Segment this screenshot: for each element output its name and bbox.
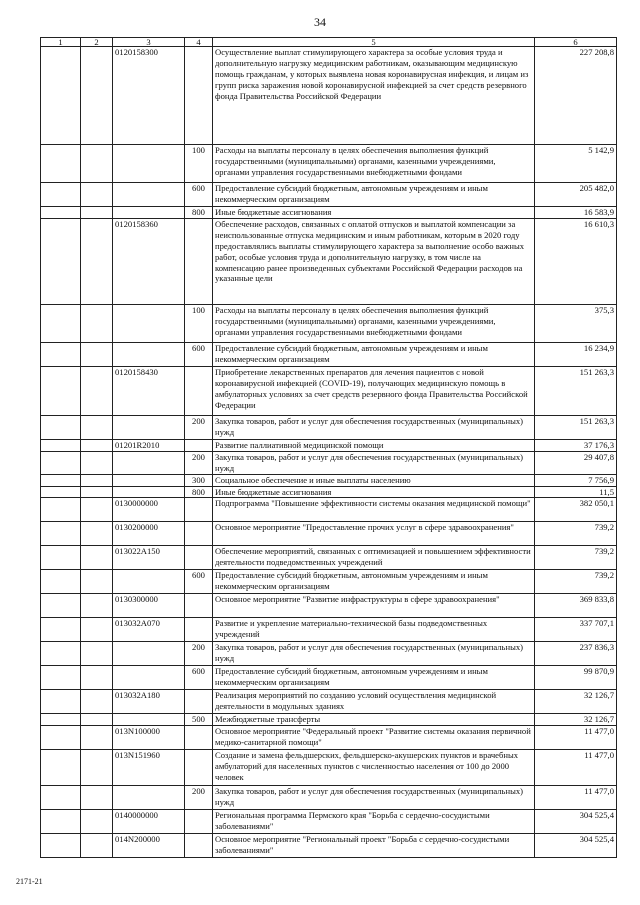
expense-type-cell: 100 [185, 304, 213, 342]
item-name-cell: Предоставление субсидий бюджетным, автономным учреждениям и иным некоммерческим организациям [213, 342, 535, 366]
amount-cell: 369 833,8 [535, 594, 617, 618]
table-row [41, 145, 617, 183]
budget-table [40, 37, 617, 858]
expense-type-cell [185, 47, 213, 145]
table-row [41, 304, 617, 342]
empty-cell [41, 304, 81, 342]
table-row [41, 366, 617, 415]
table-row [41, 451, 617, 474]
expense-type-cell [185, 810, 213, 834]
empty-cell [41, 207, 81, 219]
item-name-cell: Закупка товаров, работ и услуг для обеспечения государственных (муниципальных) нужд [213, 451, 535, 474]
empty-cell [81, 642, 113, 666]
item-name-cell: Предоставление субсидий бюджетным, автономным учреждениям и иным некоммерческим организациям [213, 666, 535, 690]
amount-cell: 5 142,9 [535, 145, 617, 183]
empty-cell [41, 666, 81, 690]
expense-type-cell: 200 [185, 786, 213, 810]
expense-type-cell: 800 [185, 207, 213, 219]
header-cell: 3 [113, 38, 185, 47]
empty-cell [41, 618, 81, 642]
table-row [41, 594, 617, 618]
expense-type-cell: 300 [185, 474, 213, 486]
code-cell: 0130000000 [113, 498, 185, 522]
empty-cell [81, 594, 113, 618]
expense-type-cell [185, 439, 213, 451]
amount-cell: 16 583,9 [535, 207, 617, 219]
empty-cell [41, 810, 81, 834]
amount-cell: 205 482,0 [535, 183, 617, 207]
item-name-cell: Закупка товаров, работ и услуг для обеспечения государственных (муниципальных) нужд [213, 642, 535, 666]
empty-cell [41, 366, 81, 415]
amount-cell: 7 756,9 [535, 474, 617, 486]
code-cell [113, 451, 185, 474]
code-cell [113, 642, 185, 666]
item-name-cell: Создание и замена фельдшерских, фельдшерско-акушерских пунктов и врачебных амбулаторий для населенных пунктов с численностью населения от 100 до 2000 человек [213, 750, 535, 786]
item-name-cell: Иные бюджетные ассигнования [213, 486, 535, 498]
item-name-cell: Развитие паллиативной медицинской помощи [213, 439, 535, 451]
table-body [41, 47, 617, 858]
empty-cell [81, 786, 113, 810]
expense-type-cell [185, 366, 213, 415]
amount-cell: 304 525,4 [535, 810, 617, 834]
expense-type-cell [185, 618, 213, 642]
code-cell [113, 183, 185, 207]
amount-cell: 227 208,8 [535, 47, 617, 145]
empty-cell [81, 486, 113, 498]
table-row [41, 750, 617, 786]
amount-cell: 237 836,3 [535, 642, 617, 666]
code-cell: 0130200000 [113, 522, 185, 546]
expense-type-cell [185, 594, 213, 618]
empty-cell [81, 474, 113, 486]
amount-cell: 29 407,8 [535, 451, 617, 474]
empty-cell [41, 451, 81, 474]
empty-cell [41, 47, 81, 145]
table-row [41, 522, 617, 546]
empty-cell [81, 439, 113, 451]
amount-cell: 32 126,7 [535, 690, 617, 714]
code-cell: 0120158360 [113, 218, 185, 304]
empty-cell [81, 47, 113, 145]
empty-cell [81, 498, 113, 522]
code-cell: 0120158430 [113, 366, 185, 415]
expense-type-cell: 800 [185, 486, 213, 498]
expense-type-cell: 200 [185, 642, 213, 666]
code-cell: 013N151960 [113, 750, 185, 786]
table-row [41, 834, 617, 858]
table-row [41, 546, 617, 570]
empty-cell [81, 690, 113, 714]
header-cell: 1 [41, 38, 81, 47]
table-row [41, 207, 617, 219]
code-cell [113, 666, 185, 690]
table-row [41, 726, 617, 750]
expense-type-cell: 600 [185, 342, 213, 366]
empty-cell [81, 714, 113, 726]
table-row [41, 342, 617, 366]
item-name-cell: Предоставление субсидий бюджетным, автономным учреждениям и иным некоммерческим организациям [213, 183, 535, 207]
amount-cell: 16 610,3 [535, 218, 617, 304]
page-number: 34 [314, 15, 326, 29]
amount-cell: 739,2 [535, 522, 617, 546]
table-row [41, 415, 617, 439]
code-cell [113, 145, 185, 183]
amount-cell: 11 477,0 [535, 726, 617, 750]
empty-cell [41, 522, 81, 546]
item-name-cell: Приобретение лекарственных препаратов для лечения пациентов с новой коронавирусной инфекцией (COVID-19), получающих медицинскую помощь в амбулаторных условиях за счет средств резервного фонда Правительства Российской Федерации [213, 366, 535, 415]
empty-cell [81, 810, 113, 834]
amount-cell: 375,3 [535, 304, 617, 342]
item-name-cell: Развитие и укрепление материально-технической базы подведомственных учреждений [213, 618, 535, 642]
empty-cell [81, 618, 113, 642]
item-name-cell: Обеспечение мероприятий, связанных с оптимизацией и повышением эффективности деятельности подведомственных учреждений [213, 546, 535, 570]
code-cell [113, 786, 185, 810]
code-cell: 014N200000 [113, 834, 185, 858]
expense-type-cell [185, 522, 213, 546]
item-name-cell: Основное мероприятие "Региональный проект "Борьба с сердечно-сосудистыми заболеваниями" [213, 834, 535, 858]
item-name-cell: Основное мероприятие "Предоставление прочих услуг в сфере здравоохранения" [213, 522, 535, 546]
empty-cell [41, 439, 81, 451]
item-name-cell: Основное мероприятие "Федеральный проект "Развитие системы оказания первичной медико-санитарной помощи" [213, 726, 535, 750]
empty-cell [81, 726, 113, 750]
expense-type-cell: 600 [185, 570, 213, 594]
table-header-row [41, 38, 617, 47]
header-cell: 5 [213, 38, 535, 47]
empty-cell [81, 415, 113, 439]
empty-cell [41, 594, 81, 618]
code-cell: 01201R2010 [113, 439, 185, 451]
amount-cell: 99 870,9 [535, 666, 617, 690]
expense-type-cell [185, 726, 213, 750]
amount-cell: 739,2 [535, 570, 617, 594]
empty-cell [41, 714, 81, 726]
expense-type-cell: 100 [185, 145, 213, 183]
code-cell [113, 342, 185, 366]
amount-cell: 11 477,0 [535, 786, 617, 810]
code-cell [113, 304, 185, 342]
code-cell [113, 207, 185, 219]
item-name-cell: Расходы на выплаты персоналу в целях обеспечения выполнения функций государственными (муниципальными) органами, казенными учреждениями, органами управления государственными внебюджетными фондами [213, 145, 535, 183]
expense-type-cell: 600 [185, 183, 213, 207]
empty-cell [81, 218, 113, 304]
empty-cell [41, 218, 81, 304]
amount-cell: 16 234,9 [535, 342, 617, 366]
empty-cell [81, 834, 113, 858]
table-row [41, 498, 617, 522]
amount-cell: 151 263,3 [535, 366, 617, 415]
empty-cell [81, 342, 113, 366]
empty-cell [81, 522, 113, 546]
empty-cell [41, 415, 81, 439]
table-row [41, 570, 617, 594]
amount-cell: 739,2 [535, 546, 617, 570]
table-row [41, 486, 617, 498]
code-cell [113, 474, 185, 486]
code-cell: 0130300000 [113, 594, 185, 618]
amount-cell: 32 126,7 [535, 714, 617, 726]
amount-cell: 11,5 [535, 486, 617, 498]
header-cell: 4 [185, 38, 213, 47]
header-cell: 6 [535, 38, 617, 47]
table-row [41, 642, 617, 666]
empty-cell [41, 834, 81, 858]
expense-type-cell [185, 690, 213, 714]
document-footer-code: 2171-21 [16, 877, 43, 886]
expense-type-cell: 200 [185, 415, 213, 439]
empty-cell [41, 690, 81, 714]
item-name-cell: Предоставление субсидий бюджетным, автономным учреждениям и иным некоммерческим организациям [213, 570, 535, 594]
table-row [41, 183, 617, 207]
expense-type-cell [185, 750, 213, 786]
amount-cell: 37 176,3 [535, 439, 617, 451]
code-cell: 0140000000 [113, 810, 185, 834]
table-row [41, 714, 617, 726]
expense-type-cell: 200 [185, 451, 213, 474]
code-cell [113, 415, 185, 439]
code-cell [113, 714, 185, 726]
empty-cell [41, 474, 81, 486]
empty-cell [41, 750, 81, 786]
code-cell: 013032A180 [113, 690, 185, 714]
empty-cell [41, 145, 81, 183]
empty-cell [81, 451, 113, 474]
expense-type-cell [185, 498, 213, 522]
table-row [41, 474, 617, 486]
empty-cell [41, 498, 81, 522]
empty-cell [81, 304, 113, 342]
empty-cell [41, 570, 81, 594]
expense-type-cell [185, 834, 213, 858]
expense-type-cell: 500 [185, 714, 213, 726]
item-name-cell: Обеспечение расходов, связанных с оплатой отпусков и выплатой компенсации за неиспользованные отпуска медицинским и иным работникам, которым в 2020 году предоставлялись выплаты стимулирующего характера за выполнение особо важных работ, особые условия труда и дополнительную нагрузку, в том числе на компенсацию ранее произведенных субъектами Российской Федерации расходов на указанные цели [213, 218, 535, 304]
expense-type-cell: 600 [185, 666, 213, 690]
table-row [41, 439, 617, 451]
empty-cell [41, 183, 81, 207]
table-row [41, 218, 617, 304]
header-cell: 2 [81, 38, 113, 47]
item-name-cell: Расходы на выплаты персоналу в целях обеспечения выполнения функций государственными (муниципальными) органами, казенными учреждениями, органами управления государственными внебюджетными фондами [213, 304, 535, 342]
code-cell [113, 570, 185, 594]
expense-type-cell [185, 546, 213, 570]
empty-cell [81, 366, 113, 415]
item-name-cell: Закупка товаров, работ и услуг для обеспечения государственных (муниципальных) нужд [213, 415, 535, 439]
empty-cell [81, 207, 113, 219]
table-row [41, 47, 617, 145]
empty-cell [41, 786, 81, 810]
code-cell: 013032A070 [113, 618, 185, 642]
table-row [41, 690, 617, 714]
table-row [41, 786, 617, 810]
item-name-cell: Иные бюджетные ассигнования [213, 207, 535, 219]
item-name-cell: Осуществление выплат стимулирующего характера за особые условия труда и дополнительную нагрузку медицинским работникам, оказывающим медицинскую помощь гражданам, у которых выявлена новая коронавирусная инфекция, и лицам из групп риска заражения новой коронавирусной инфекцией за счет средств резервного фонда Правительства Российской Федерации [213, 47, 535, 145]
empty-cell [41, 486, 81, 498]
amount-cell: 337 707,1 [535, 618, 617, 642]
empty-cell [81, 546, 113, 570]
empty-cell [81, 183, 113, 207]
empty-cell [41, 546, 81, 570]
empty-cell [41, 726, 81, 750]
empty-cell [81, 145, 113, 183]
amount-cell: 11 477,0 [535, 750, 617, 786]
amount-cell: 382 050,1 [535, 498, 617, 522]
item-name-cell: Закупка товаров, работ и услуг для обеспечения государственных (муниципальных) нужд [213, 786, 535, 810]
table-row [41, 618, 617, 642]
item-name-cell: Подпрограмма "Повышение эффективности системы оказания медицинской помощи" [213, 498, 535, 522]
amount-cell: 151 263,3 [535, 415, 617, 439]
item-name-cell: Основное мероприятие "Развитие инфраструктуры в сфере здравоохранения" [213, 594, 535, 618]
code-cell: 013N100000 [113, 726, 185, 750]
expense-type-cell [185, 218, 213, 304]
code-cell [113, 486, 185, 498]
code-cell: 0120158300 [113, 47, 185, 145]
table-row [41, 666, 617, 690]
item-name-cell: Межбюджетные трансферты [213, 714, 535, 726]
code-cell: 013022A150 [113, 546, 185, 570]
empty-cell [81, 750, 113, 786]
table-row [41, 810, 617, 834]
item-name-cell: Региональная программа Пермского края "Борьба с сердечно-сосудистыми заболеваниями" [213, 810, 535, 834]
item-name-cell: Социальное обеспечение и иные выплаты населению [213, 474, 535, 486]
empty-cell [41, 342, 81, 366]
item-name-cell: Реализация мероприятий по созданию условий осуществления медицинской деятельности в модульных зданиях [213, 690, 535, 714]
empty-cell [81, 666, 113, 690]
empty-cell [81, 570, 113, 594]
amount-cell: 304 525,4 [535, 834, 617, 858]
empty-cell [41, 642, 81, 666]
